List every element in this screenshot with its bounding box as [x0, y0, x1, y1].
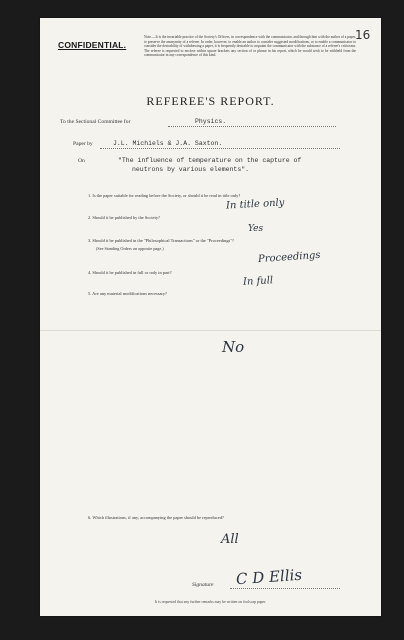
- paper-line: [100, 148, 340, 149]
- committee-label: To the Sectional Committee for: [60, 119, 131, 125]
- question-6: 6. Which illustrations, if any, accompanying the paper should be reproduced?: [88, 515, 224, 520]
- answer-5: No: [222, 338, 245, 356]
- paper-title-line1: "The influence of temperature on the capture of: [118, 157, 302, 164]
- question-3: 3. Should it be published in the "Philosophical Transactions" or the "Proceedings"?: [88, 238, 234, 243]
- referee-report-sheet: [40, 18, 381, 616]
- paper-authors: J.L. Michiels & J.A. Saxton.: [113, 140, 223, 147]
- question-4: 4. Should it be published in full or only in part?: [88, 270, 172, 275]
- question-5: 5. Are any material modifications necessary?: [88, 291, 168, 296]
- answer-6: All: [221, 532, 239, 547]
- page-number: 16: [355, 28, 371, 42]
- signature-value: C D Ellis: [235, 565, 303, 589]
- committee-value: Physics.: [195, 118, 227, 125]
- signature-label: Signature: [192, 582, 214, 588]
- answer-4: In full: [242, 275, 274, 288]
- answer-3: Proceedings: [257, 249, 321, 266]
- confidential-heading: CONFIDENTIAL.: [58, 40, 127, 50]
- question-1: 1. Is the paper suitable for reading before the Society, or should it be read in title only?: [88, 193, 241, 198]
- answer-2: Yes: [248, 224, 264, 234]
- confidential-note: Note.—It is the invariable practice of the Society's Officers, in correspondence with the communicator, and through him with the author of a paper, to preserve the anonymity of a referee. In order, however, to enable an author to consider suggested modifications, or to enable a communicator to consider the desirability of withdrawing a paper, it is frequently desirable to acquaint the communicator with the substance of a referee's criticisms. The referee is requested to enclose within square brackets any section of or phrase in his report, which he would wish to be withheld from the communicator in any correspondence of this kind.: [144, 35, 356, 58]
- fold-line: [40, 330, 381, 331]
- report-title: REFEREE'S REPORT.: [146, 94, 275, 108]
- committee-line: [168, 126, 336, 127]
- paper-label: Paper by: [73, 141, 93, 147]
- answer-1: In title only: [225, 197, 285, 212]
- signature-line: [230, 588, 340, 589]
- footnote: It is requested that any further remarks may be written on foolscap paper.: [154, 600, 267, 604]
- question-2: 2. Should it be published by the Society?: [88, 215, 160, 220]
- paper-title-line2: neutrons by various elements".: [132, 166, 250, 173]
- question-3-subtext: (See Standing Orders on opposite page.): [96, 246, 164, 251]
- on-label: On: [78, 158, 85, 164]
